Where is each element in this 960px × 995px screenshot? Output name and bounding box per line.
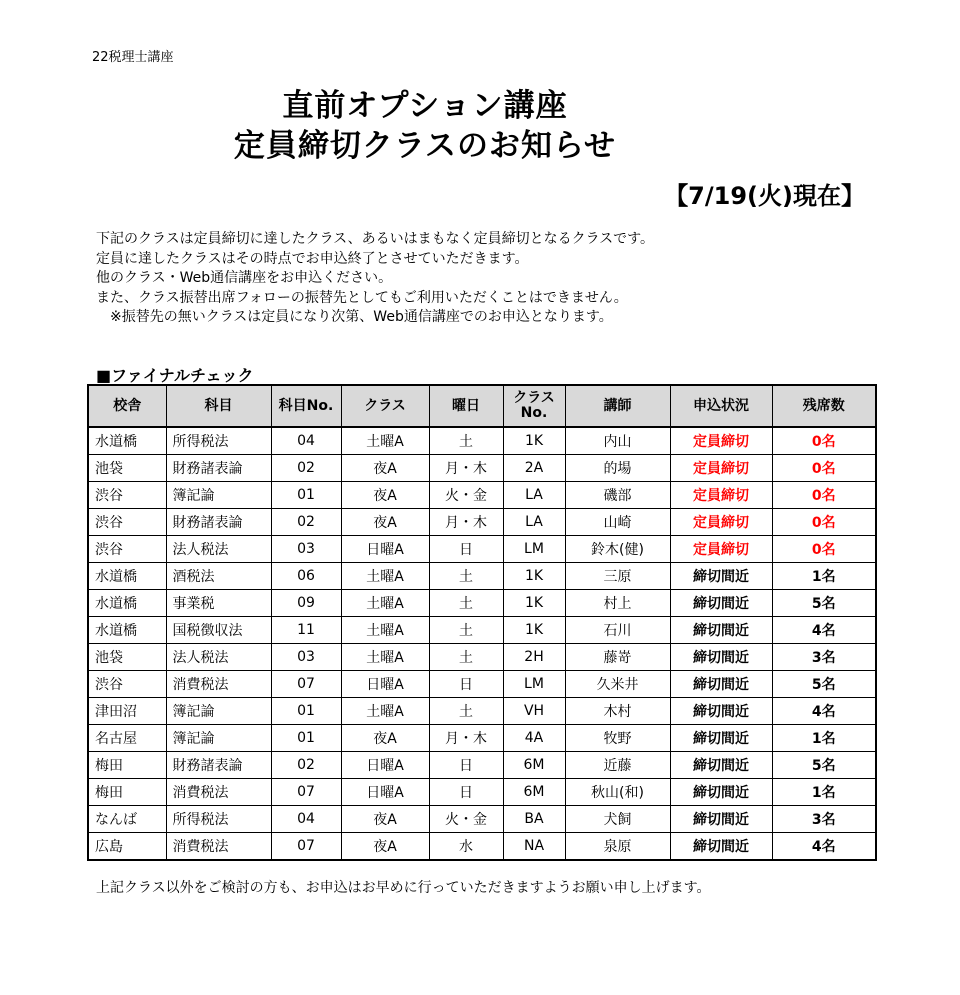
cell-school: 渋谷 — [88, 536, 166, 563]
notice-line: 他のクラス・Web通信講座をお申込ください。 — [96, 270, 393, 286]
cell-subject-no: 07 — [271, 779, 341, 806]
cell-day: 土 — [429, 427, 503, 455]
cell-status: 締切間近 — [670, 752, 772, 779]
cell-status: 締切間近 — [670, 779, 772, 806]
cell-seats: 4名 — [772, 698, 876, 725]
cell-day: 土 — [429, 698, 503, 725]
cell-day: 土 — [429, 644, 503, 671]
cell-day: 火・金 — [429, 806, 503, 833]
cell-school: 水道橋 — [88, 427, 166, 455]
table-row — [88, 617, 876, 644]
col-header-school: 校舎 — [88, 385, 166, 427]
table-row — [88, 779, 876, 806]
cell-subject: 簿記論 — [166, 725, 271, 752]
cell-class-no: LA — [503, 509, 565, 536]
cell-subject-no: 02 — [271, 509, 341, 536]
cell-instructor: 的場 — [565, 455, 670, 482]
cell-instructor: 村上 — [565, 590, 670, 617]
cell-day: 月・木 — [429, 455, 503, 482]
table-row — [88, 590, 876, 617]
cell-day: 土 — [429, 617, 503, 644]
cell-day: 日 — [429, 752, 503, 779]
cell-status: 締切間近 — [670, 590, 772, 617]
cell-seats: 4名 — [772, 617, 876, 644]
col-header-class-no-line1: クラス — [513, 390, 555, 406]
table-body — [88, 427, 876, 860]
cell-school: 広島 — [88, 833, 166, 861]
cell-class: 土曜A — [341, 427, 429, 455]
cell-subject: 所得税法 — [166, 806, 271, 833]
table-row — [88, 806, 876, 833]
cell-day: 月・木 — [429, 725, 503, 752]
notice-line: 定員に達したクラスはその時点でお申込終了とさせていただきます。 — [96, 250, 529, 267]
table-row — [88, 698, 876, 725]
cell-status: 締切間近 — [670, 671, 772, 698]
cell-class-no: LM — [503, 536, 565, 563]
class-table — [87, 384, 877, 861]
cell-seats: 0名 — [772, 455, 876, 482]
cell-seats: 0名 — [772, 509, 876, 536]
cell-instructor: 木村 — [565, 698, 670, 725]
cell-day: 火・金 — [429, 482, 503, 509]
cell-school: 名古屋 — [88, 725, 166, 752]
cell-class: 夜A — [341, 482, 429, 509]
cell-seats: 0名 — [772, 427, 876, 455]
cell-subject: 財務諸表論 — [166, 455, 271, 482]
cell-school: 渋谷 — [88, 671, 166, 698]
cell-day: 日 — [429, 671, 503, 698]
cell-class-no: 2H — [503, 644, 565, 671]
cell-status: 定員締切 — [670, 509, 772, 536]
cell-class: 夜A — [341, 725, 429, 752]
section-heading: ■ファイナルチェック — [96, 366, 254, 385]
cell-class-no: BA — [503, 806, 565, 833]
table-row — [88, 752, 876, 779]
cell-subject-no: 06 — [271, 563, 341, 590]
cell-subject: 財務諸表論 — [166, 509, 271, 536]
cell-seats: 4名 — [772, 833, 876, 861]
cell-instructor: 鈴木(健) — [565, 536, 670, 563]
col-header-status: 申込状況 — [670, 385, 772, 427]
table-row — [88, 725, 876, 752]
cell-seats: 5名 — [772, 671, 876, 698]
cell-subject: 法人税法 — [166, 644, 271, 671]
cell-day: 日 — [429, 536, 503, 563]
cell-status: 締切間近 — [670, 725, 772, 752]
cell-instructor: 山崎 — [565, 509, 670, 536]
cell-subject: 消費税法 — [166, 779, 271, 806]
col-header-class: クラス — [341, 385, 429, 427]
cell-subject-no: 09 — [271, 590, 341, 617]
cell-class: 夜A — [341, 509, 429, 536]
cell-class-no: NA — [503, 833, 565, 861]
cell-subject: 事業税 — [166, 590, 271, 617]
page-title-line1: 直前オプション講座 — [282, 88, 568, 124]
cell-subject-no: 01 — [271, 698, 341, 725]
cell-class: 日曜A — [341, 536, 429, 563]
cell-subject: 財務諸表論 — [166, 752, 271, 779]
cell-instructor: 秋山(和) — [565, 779, 670, 806]
cell-status: 締切間近 — [670, 833, 772, 861]
table-row — [88, 509, 876, 536]
cell-school: 津田沼 — [88, 698, 166, 725]
cell-class-no: 6M — [503, 752, 565, 779]
page-title-line2: 定員締切クラスのお知らせ — [233, 128, 617, 164]
cell-class: 土曜A — [341, 644, 429, 671]
cell-subject: 簿記論 — [166, 698, 271, 725]
cell-school: 渋谷 — [88, 509, 166, 536]
cell-instructor: 犬飼 — [565, 806, 670, 833]
cell-instructor: 磯部 — [565, 482, 670, 509]
cell-school: 水道橋 — [88, 563, 166, 590]
cell-class-no: 1K — [503, 617, 565, 644]
cell-day: 月・木 — [429, 509, 503, 536]
cell-seats: 0名 — [772, 536, 876, 563]
cell-instructor: 石川 — [565, 617, 670, 644]
cell-class-no: 1K — [503, 590, 565, 617]
cell-class-no: 1K — [503, 427, 565, 455]
cell-subject-no: 07 — [271, 671, 341, 698]
notice-line: また、クラス振替出席フォローの振替先としてもご利用いただくことはできません。 — [96, 289, 628, 306]
cell-day: 土 — [429, 563, 503, 590]
cell-seats: 3名 — [772, 644, 876, 671]
header-label: 22税理士講座 — [92, 50, 174, 65]
cell-class: 日曜A — [341, 671, 429, 698]
table-header-row — [88, 385, 876, 427]
cell-subject-no: 01 — [271, 725, 341, 752]
cell-school: 梅田 — [88, 779, 166, 806]
cell-class: 土曜A — [341, 617, 429, 644]
cell-class-no: 6M — [503, 779, 565, 806]
cell-day: 土 — [429, 590, 503, 617]
cell-class-no: 4A — [503, 725, 565, 752]
table-row — [88, 455, 876, 482]
cell-status: 定員締切 — [670, 427, 772, 455]
notice-text — [96, 230, 654, 328]
col-header-day: 曜日 — [429, 385, 503, 427]
col-header-subject-no: 科目No. — [271, 385, 341, 427]
cell-class-no: LA — [503, 482, 565, 509]
cell-school: 梅田 — [88, 752, 166, 779]
col-header-instructor: 講師 — [565, 385, 670, 427]
cell-day: 日 — [429, 779, 503, 806]
as-of-date: 【7/19(火)現在】 — [664, 182, 865, 210]
cell-status: 定員締切 — [670, 482, 772, 509]
cell-school: 池袋 — [88, 644, 166, 671]
cell-seats: 5名 — [772, 752, 876, 779]
cell-subject: 酒税法 — [166, 563, 271, 590]
cell-instructor: 内山 — [565, 427, 670, 455]
cell-subject: 消費税法 — [166, 833, 271, 861]
table-row — [88, 671, 876, 698]
cell-seats: 1名 — [772, 563, 876, 590]
notice-line: 下記のクラスは定員締切に達したクラス、あるいはまもなく定員締切となるクラスです。 — [96, 231, 655, 247]
cell-status: 締切間近 — [670, 644, 772, 671]
cell-status: 締切間近 — [670, 698, 772, 725]
cell-instructor: 藤嵜 — [565, 644, 670, 671]
cell-class: 夜A — [341, 806, 429, 833]
table-row — [88, 833, 876, 861]
cell-class-no: 2A — [503, 455, 565, 482]
cell-subject-no: 02 — [271, 455, 341, 482]
col-header-seats: 残席数 — [772, 385, 876, 427]
cell-class-no: LM — [503, 671, 565, 698]
cell-seats: 5名 — [772, 590, 876, 617]
cell-school: 池袋 — [88, 455, 166, 482]
cell-subject-no: 11 — [271, 617, 341, 644]
cell-class: 日曜A — [341, 752, 429, 779]
cell-class-no: VH — [503, 698, 565, 725]
cell-subject-no: 03 — [271, 536, 341, 563]
cell-day: 水 — [429, 833, 503, 861]
cell-school: 水道橋 — [88, 617, 166, 644]
cell-subject-no: 07 — [271, 833, 341, 861]
cell-class: 土曜A — [341, 698, 429, 725]
cell-subject-no: 03 — [271, 644, 341, 671]
cell-subject-no: 01 — [271, 482, 341, 509]
cell-status: 締切間近 — [670, 563, 772, 590]
cell-instructor: 久米井 — [565, 671, 670, 698]
cell-subject: 法人税法 — [166, 536, 271, 563]
cell-subject: 簿記論 — [166, 482, 271, 509]
cell-subject: 消費税法 — [166, 671, 271, 698]
cell-subject-no: 04 — [271, 806, 341, 833]
table-row — [88, 427, 876, 455]
table-row — [88, 644, 876, 671]
cell-status: 定員締切 — [670, 536, 772, 563]
cell-status: 定員締切 — [670, 455, 772, 482]
cell-instructor: 牧野 — [565, 725, 670, 752]
cell-class: 日曜A — [341, 779, 429, 806]
cell-instructor: 泉原 — [565, 833, 670, 861]
cell-class: 土曜A — [341, 563, 429, 590]
cell-seats: 1名 — [772, 779, 876, 806]
col-header-class-no — [503, 385, 565, 427]
cell-class: 土曜A — [341, 590, 429, 617]
table-row — [88, 563, 876, 590]
cell-status: 締切間近 — [670, 617, 772, 644]
cell-school: 渋谷 — [88, 482, 166, 509]
cell-instructor: 三原 — [565, 563, 670, 590]
cell-subject-no: 02 — [271, 752, 341, 779]
cell-status: 締切間近 — [670, 806, 772, 833]
table-row — [88, 482, 876, 509]
notice-line: ※振替先の無いクラスは定員になり次第、Web通信講座でのお申込となります。 — [96, 309, 613, 325]
col-header-class-no-line2: No. — [520, 405, 548, 421]
col-header-subject: 科目 — [166, 385, 271, 427]
cell-class-no: 1K — [503, 563, 565, 590]
cell-subject: 所得税法 — [166, 427, 271, 455]
table-row — [88, 536, 876, 563]
cell-instructor: 近藤 — [565, 752, 670, 779]
cell-class: 夜A — [341, 455, 429, 482]
cell-subject-no: 04 — [271, 427, 341, 455]
cell-seats: 0名 — [772, 482, 876, 509]
footer-note: 上記クラス以外をご検討の方も、お申込はお早めに行っていただきますようお願い申し上げます。 — [96, 880, 711, 896]
cell-seats: 1名 — [772, 725, 876, 752]
cell-school: なんば — [88, 806, 166, 833]
cell-subject: 国税徴収法 — [166, 617, 271, 644]
cell-class: 夜A — [341, 833, 429, 861]
cell-school: 水道橋 — [88, 590, 166, 617]
cell-seats: 3名 — [772, 806, 876, 833]
